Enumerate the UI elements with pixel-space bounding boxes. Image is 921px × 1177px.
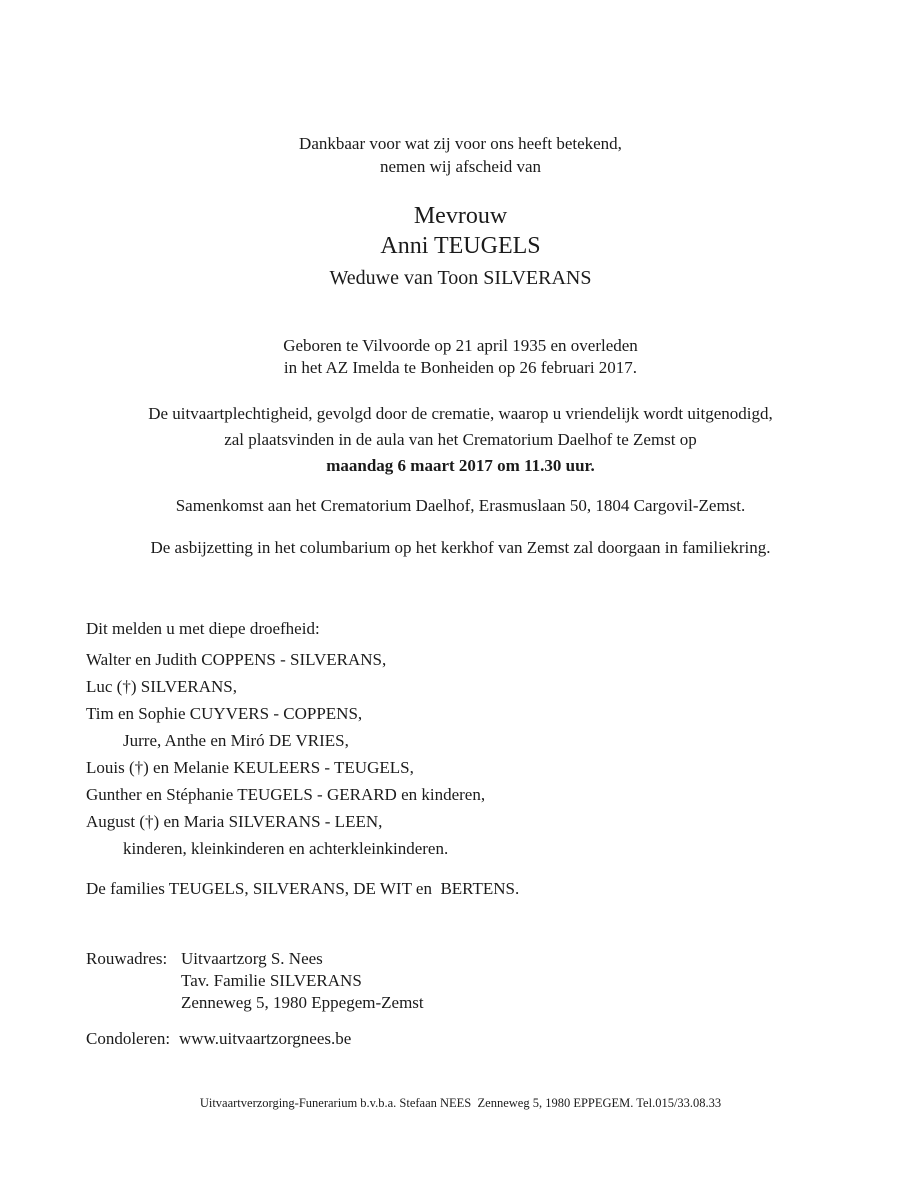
family-list <box>86 646 921 862</box>
family-member: Luc (†) SILVERANS, <box>86 677 237 696</box>
mourning-address-block <box>86 948 921 1014</box>
deceased-subtitle: Weduwe van Toon SILVERANS <box>329 267 592 289</box>
family-member: Louis (†) en Melanie KEULEERS - TEUGELS, <box>86 758 414 777</box>
ceremony-datetime: maandag 6 maart 2017 om 11.30 uur. <box>326 456 595 475</box>
family-member: Jurre, Anthe en Miró DE VRIES, <box>123 731 349 750</box>
ceremony-line-1: De uitvaartplechtigheid, gevolgd door de crematie, waarop u vriendelijk wordt uitgenodigd, <box>148 404 773 423</box>
family-member: Walter en Judith COPPENS - SILVERANS, <box>86 650 387 669</box>
deceased-name: Anni TEUGELS <box>380 233 541 259</box>
mourning-address-line: Zenneweg 5, 1980 Eppegem-Zemst <box>181 993 424 1012</box>
families-line: De families TEUGELS, SILVERANS, DE WIT en BERTENS. <box>86 879 520 898</box>
family-member: Tim en Sophie CUYVERS - COPPENS, <box>86 704 363 723</box>
condolences-block <box>86 1028 921 1050</box>
intro-line-1: Dankbaar voor wat zij voor ons heeft betekend, <box>299 134 622 153</box>
intro-line-2: nemen wij afscheid van <box>380 157 541 176</box>
family-member: August (†) en Maria SILVERANS - LEEN, <box>86 812 383 831</box>
mourning-address-line: Uitvaartzorg S. Nees <box>181 949 323 968</box>
gathering-line: Samenkomst aan het Crematorium Daelhof, Erasmuslaan 50, 1804 Cargovil-Zemst. <box>175 496 746 515</box>
family-member: Gunther en Stéphanie TEUGELS - GERARD en kinderen, <box>86 785 486 804</box>
ceremony-block <box>0 401 921 479</box>
mourning-address-label: Rouwadres: <box>86 949 168 968</box>
condolences-label: Condoleren: <box>86 1029 171 1048</box>
ceremony-line-2: zal plaatsvinden in de aula van het Crematorium Daelhof te Zemst op <box>224 430 697 449</box>
intro-block <box>0 0 921 178</box>
announcement-intro: Dit melden u met diepe droefheid: <box>86 619 320 638</box>
family-member: kinderen, kleinkinderen en achterkleinkinderen. <box>123 839 449 858</box>
life-dates-block <box>0 335 921 379</box>
deceased-block <box>0 201 921 291</box>
funeral-home-footer: Uitvaartverzorging-Funerarium b.v.b.a. Stefaan NEES Zenneweg 5, 1980 EPPEGEM. Tel.015/33.08.33 <box>199 1096 722 1110</box>
mourning-address-line: Tav. Familie SILVERANS <box>181 971 362 990</box>
interment-line: De asbijzetting in het columbarium op het kerkhof van Zemst zal doorgaan in familiekring. <box>150 538 771 557</box>
death-line: in het AZ Imelda te Bonheiden op 26 februari 2017. <box>283 358 638 377</box>
birth-line: Geboren te Vilvoorde op 21 april 1935 en overleden <box>283 336 638 355</box>
condolences-website: www.uitvaartzorgnees.be <box>179 1029 352 1048</box>
mourning-address-lines <box>181 948 424 1014</box>
deceased-title: Mevrouw <box>413 203 508 229</box>
